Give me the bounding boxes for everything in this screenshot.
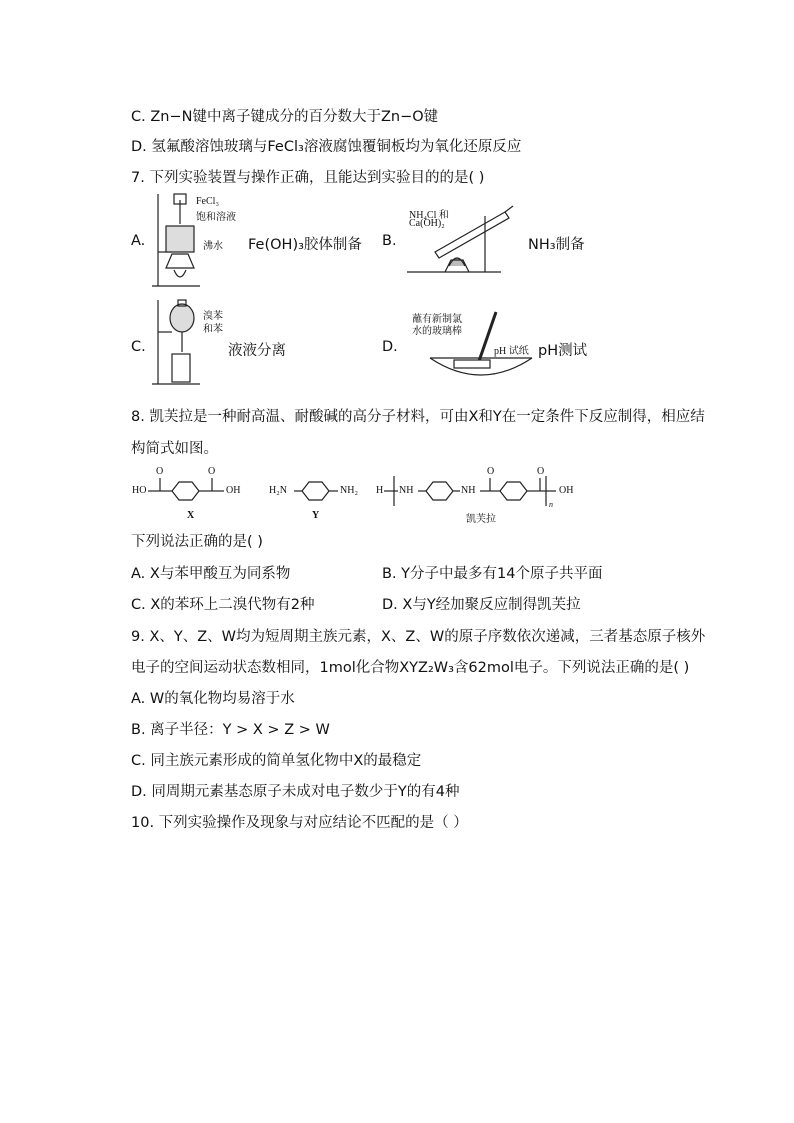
q8-stem-line2: 构简式如图。 [131,441,218,457]
q7-c-letter: C. [131,339,146,355]
q7-stem: 7. 下列实验装置与操作正确，且能达到实验目的的是( ) [131,170,485,186]
structure-x-diagram [132,466,262,506]
q7-a-label-solution: 饱和溶液 [196,212,236,223]
kevlar-nh-2: NH [461,485,476,496]
q7-c-label-bromobenzene: 溴苯 [203,311,223,322]
kevlar-o-1: O [487,466,495,477]
structure-y-label: Y [312,510,320,521]
q7-a-text: Fe(OH)₃胶体制备 [248,237,362,253]
q7-d-label-chlorine-water: 蘸有新制氯 [412,314,462,325]
q7-a-label-fecl3: FeCl₃ [196,196,219,207]
q10-stem: 10. 下列实验操作及现象与对应结论不匹配的是（ ） [131,815,468,831]
q8-option-a: A. X与苯甲酸互为同系物 [131,566,291,582]
q7-d-letter: D. [382,339,398,355]
y-nh2: NH₂ [340,485,358,496]
q9-stem-line1: 9. X、Y、Z、W均为短周期主族元素，X、Z、W的原子序数依次递减，三者基态原子核外 [131,629,706,645]
q7-b-label-nh4cl: NH₄Cl 和 [409,210,449,221]
q7-a-label-water: 沸水 [203,241,223,252]
structure-x-label: X [187,510,195,521]
q8-stem-line1: 8. 凯芙拉是一种耐高温、耐酸碱的高分子材料，可由X和Y在一定条件下反应制得，相应结 [131,409,705,425]
y-h2n: H₂N [269,485,287,496]
q7-c-text: 液液分离 [228,343,286,359]
q8-option-c: C. X的苯环上二溴代物有2种 [131,597,315,613]
q7-b-text: NH₃制备 [528,237,585,253]
q8-option-b: B. Y分子中最多有14个原子共平面 [382,566,603,582]
q9-stem-line2: 电子的空间运动状态数相同，1mol化合物XYZ₂W₃含62mol电子。下列说法正确的是( ) [131,660,690,676]
kevlar-nh-1: NH [399,485,414,496]
x-oh: OH [226,485,241,496]
x-ho: HO [132,485,147,496]
x-o-left: O [156,466,164,477]
kevlar-o-2: O [537,466,545,477]
kevlar-oh: OH [559,485,574,496]
q7-d-text: pH测试 [538,343,588,359]
x-o-right: O [208,466,216,477]
q9-option-a: A. W的氧化物均易溶于水 [131,691,295,707]
q9-option-d: D. 同周期元素基态原子未成对电子数少于Y的有4种 [131,784,460,800]
q7-a-letter: A. [131,233,146,249]
q9-option-b: B. 离子半径：Y > X > Z > W [131,722,330,738]
q6-option-c: C. Zn−N键中离子键成分的百分数大于Zn−O键 [131,109,439,125]
q7-b-label-caoh2: Ca(OH)₂ [409,218,445,229]
kevlar-n-subscript: n [549,500,553,509]
kevlar-h: H [376,485,384,496]
q7-d-label-ph-paper: pH 试纸 [494,346,529,357]
q7-c-label-benzene: 和苯 [203,324,223,335]
structure-kevlar-label: 凯芙拉 [466,514,496,525]
q8-option-d: D. X与Y经加聚反应制得凯芙拉 [382,597,581,613]
q7-b-letter: B. [382,233,397,249]
q9-option-c: C. 同主族元素形成的简单氢化物中X的最稳定 [131,753,422,769]
q7-d-label-glass-rod: 水的玻璃棒 [412,326,462,337]
q6-option-d: D. 氢氟酸溶蚀玻璃与FeCl₃溶液腐蚀覆铜板均为氧化还原反应 [131,139,522,155]
q8-ask: 下列说法正确的是( ) [131,534,263,550]
